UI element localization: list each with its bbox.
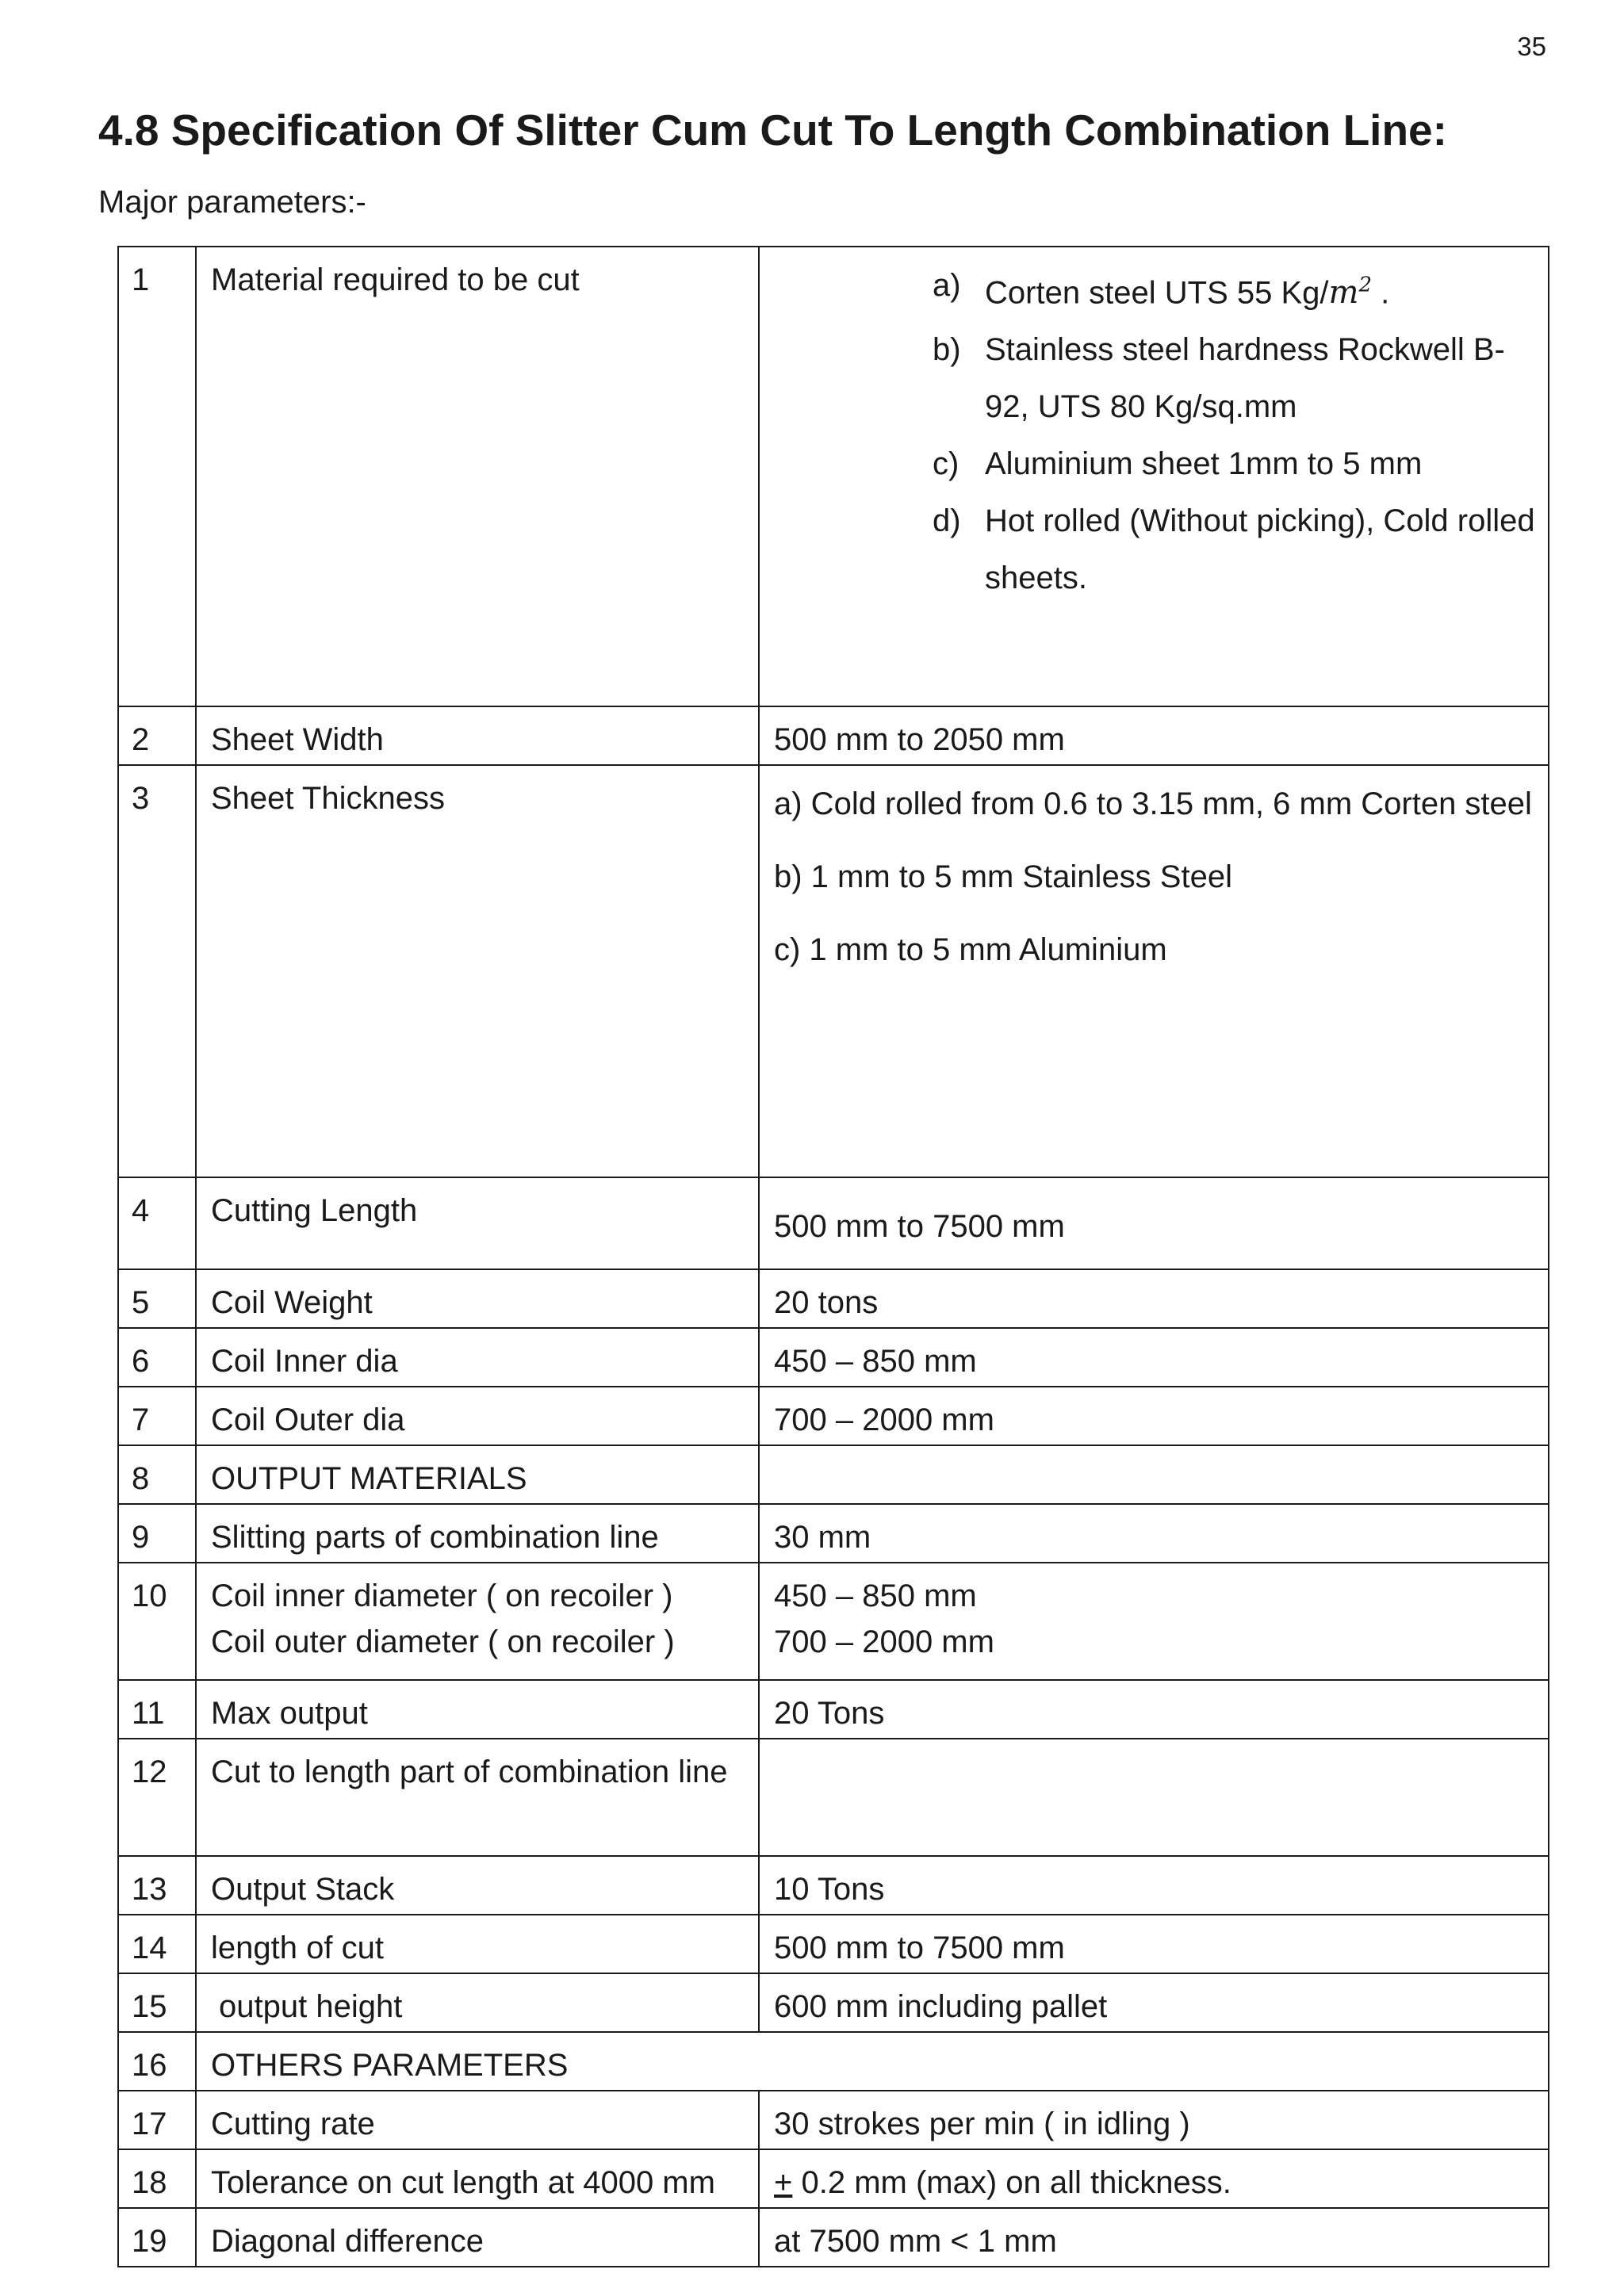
parameter-value: [759, 1739, 1549, 1856]
row-number: 9: [118, 1504, 196, 1563]
list-marker: c): [933, 446, 959, 482]
parameter-value: + 0.2 mm (max) on all thickness.: [759, 2149, 1549, 2208]
row-number: 19: [118, 2208, 196, 2267]
table-row: [118, 1387, 1549, 1445]
table-row: [118, 1445, 1549, 1504]
row-number: 10: [118, 1563, 196, 1680]
table-row: [118, 1504, 1549, 1563]
list-text: Aluminium sheet 1mm to 5 mm: [985, 446, 1423, 482]
table-row: [118, 1177, 1549, 1269]
table-row: [118, 1563, 1549, 1680]
table-row: [118, 1915, 1549, 1973]
list-item: [933, 492, 1535, 607]
parameter-name: Tolerance on cut length at 4000 mm: [196, 2149, 759, 2208]
specification-table: [117, 246, 1549, 2267]
table-row: [118, 706, 1549, 765]
parameter-name: Slitting parts of combination line: [196, 1504, 759, 1563]
parameter-name: Diagonal difference: [196, 2208, 759, 2267]
parameter-value: [759, 247, 1549, 706]
parameter-name: Cut to length part of combination line: [196, 1739, 759, 1856]
row-number: 5: [118, 1269, 196, 1328]
row-number: 14: [118, 1915, 196, 1973]
row-number: 7: [118, 1387, 196, 1445]
row-number: 11: [118, 1680, 196, 1739]
table-row: [118, 2149, 1549, 2208]
list-item: [933, 435, 1535, 492]
page-number: 35: [1517, 32, 1546, 61]
row-number: 3: [118, 765, 196, 1177]
table-row: [118, 247, 1549, 706]
section-title: 4.8 Specification Of Slitter Cum Cut To Length Combination Line:: [98, 105, 1447, 155]
parameter-name: OUTPUT MATERIALS: [196, 1445, 759, 1504]
parameter-name: output height: [196, 1973, 759, 2032]
row-number: 17: [118, 2091, 196, 2149]
parameter-value: 500 mm to 7500 mm: [759, 1915, 1549, 1973]
thickness-line: a) Cold rolled from 0.6 to 3.15 mm, 6 mm Corten steel: [774, 786, 1532, 821]
list-text: Hot rolled (Without picking), Cold rolled sheets.: [985, 503, 1535, 596]
parameter-name: Cutting Length: [196, 1177, 759, 1269]
parameter-name: OTHERS PARAMETERS: [196, 2032, 1549, 2091]
parameter-name: length of cut: [196, 1915, 759, 1973]
parameter-name: Sheet Thickness: [196, 765, 759, 1177]
parameter-value: 30 strokes per min ( in idling ): [759, 2091, 1549, 2149]
parameter-name: Sheet Width: [196, 706, 759, 765]
parameter-value: 10 Tons: [759, 1856, 1549, 1915]
parameter-name: Coil Weight: [196, 1269, 759, 1328]
parameter-value: [759, 1445, 1549, 1504]
row-number: 15: [118, 1973, 196, 2032]
row-number: 4: [118, 1177, 196, 1269]
table-row: [118, 1856, 1549, 1915]
parameter-value: 30 mm: [759, 1504, 1549, 1563]
material-list: [774, 257, 1535, 607]
table-row: [118, 1739, 1549, 1856]
unit-m2: $m^2$: [1328, 274, 1373, 312]
table-row: [118, 1973, 1549, 2032]
parameter-name: Max output: [196, 1680, 759, 1739]
section-subtitle: Major parameters:-: [98, 185, 366, 220]
parameter-value: 20 Tons: [759, 1680, 1549, 1739]
table-row: [118, 2208, 1549, 2267]
table-row: [118, 1269, 1549, 1328]
row-number: 16: [118, 2032, 196, 2091]
row-number: 8: [118, 1445, 196, 1504]
parameter-name: Material required to be cut: [196, 247, 759, 706]
table-row: [118, 765, 1549, 1177]
parameter-name: Output Stack: [196, 1856, 759, 1915]
list-marker: a): [933, 268, 961, 303]
plus-minus-symbol: +: [774, 2165, 793, 2200]
list-item: [933, 321, 1535, 435]
parameter-value: 500 mm to 2050 mm: [759, 706, 1549, 765]
list-marker: b): [933, 332, 961, 368]
list-item: [933, 257, 1535, 321]
list-text: Stainless steel hardness Rockwell B-92, UTS 80 Kg/sq.mm: [985, 332, 1505, 425]
parameter-value: 450 – 850 mm: [759, 1328, 1549, 1387]
row-number: 18: [118, 2149, 196, 2208]
parameter-name: Cutting rate: [196, 2091, 759, 2149]
parameter-value: 450 – 850 mm 700 – 2000 mm: [759, 1563, 1549, 1680]
row-number: 12: [118, 1739, 196, 1856]
parameter-value: 500 mm to 7500 mm: [759, 1177, 1549, 1269]
list-text: Corten steel UTS 55 $Kg/m^2$ .: [985, 274, 1390, 312]
parameter-value: 600 mm including pallet: [759, 1973, 1549, 2032]
row-number: 2: [118, 706, 196, 765]
parameter-value: [759, 765, 1549, 1177]
row-number: 1: [118, 247, 196, 706]
parameter-name: Coil inner diameter ( on recoiler ) Coil outer diameter ( on recoiler ): [196, 1563, 759, 1680]
parameter-value: 20 tons: [759, 1269, 1549, 1328]
row-number: 13: [118, 1856, 196, 1915]
list-marker: d): [933, 503, 961, 539]
parameter-name: Coil Outer dia: [196, 1387, 759, 1445]
table-row: [118, 2091, 1549, 2149]
row-number: 6: [118, 1328, 196, 1387]
thickness-line: b) 1 mm to 5 mm Stainless Steel: [774, 859, 1232, 894]
parameter-name: Coil Inner dia: [196, 1328, 759, 1387]
table-row: [118, 1328, 1549, 1387]
table-row: [118, 2032, 1549, 2091]
thickness-line: c) 1 mm to 5 mm Aluminium: [774, 932, 1167, 967]
parameter-value: 700 – 2000 mm: [759, 1387, 1549, 1445]
table-row: [118, 1680, 1549, 1739]
parameter-value: at 7500 mm < 1 mm: [759, 2208, 1549, 2267]
